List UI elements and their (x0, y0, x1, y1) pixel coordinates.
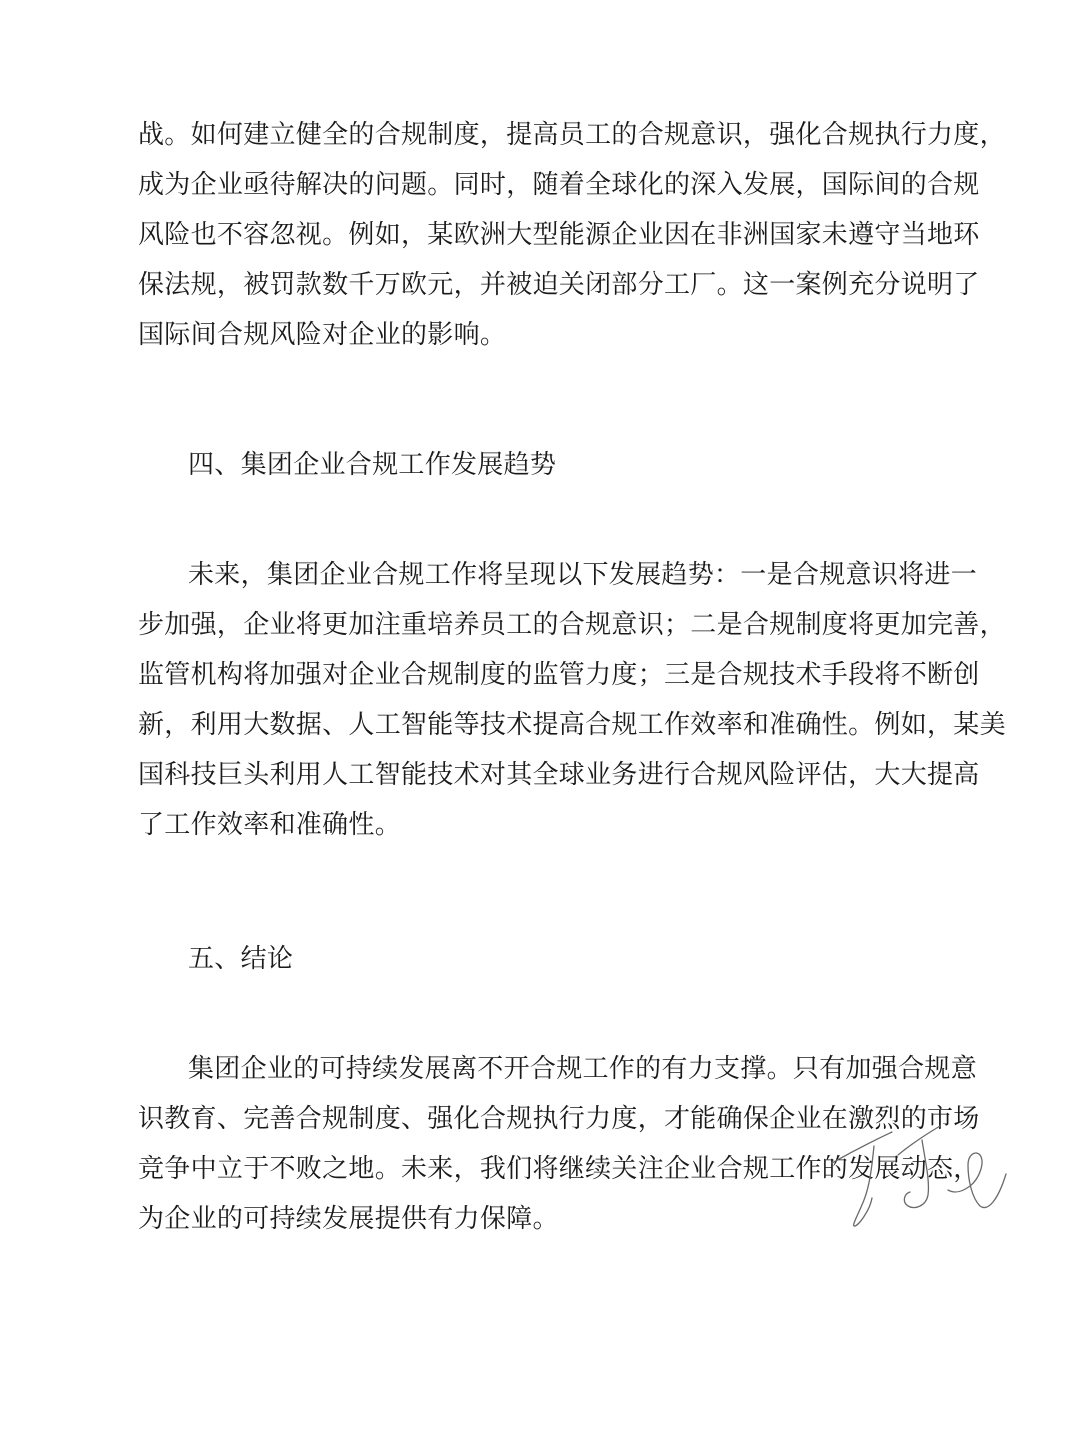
text-line: 国际间合规风险对企业的影响。 (138, 320, 507, 350)
text-line: 监管机构将加强对企业合规制度的监管力度；三是合规技术手段将不断创 (138, 660, 980, 690)
text-line: 步加强，企业将更加注重培养员工的合规意识；二是合规制度将更加完善， (138, 610, 1006, 640)
text-line: 战。如何建立健全的合规制度，提高员工的合规意识，强化合规执行力度， (138, 120, 1006, 150)
text-line: 为企业的可持续发展提供有力保障。 (138, 1204, 559, 1234)
paragraph-conclusion (138, 1044, 980, 1244)
text-line: 集团企业的可持续发展离不开合规工作的有力支撑。只有加强合规意 (188, 1054, 978, 1084)
text-line: 国科技巨头利用人工智能技术对其全球业务进行合规风险评估，大大提高 (138, 760, 980, 790)
section-heading: 四、集团企业合规工作发展趋势 (188, 450, 557, 480)
paragraph-compliance-challenges (138, 110, 1006, 360)
text-line: 了工作效率和准确性。 (138, 810, 402, 840)
text-line: 成为企业亟待解决的问题。同时，随着全球化的深入发展，国际间的合规 (138, 170, 980, 200)
section-heading: 五、结论 (188, 944, 294, 974)
section-heading-conclusion (138, 934, 938, 984)
paragraph-development-trends (138, 550, 1006, 850)
text-line: 保法规，被罚款数千万欧元，并被迫关闭部分工厂。这一案例充分说明了 (138, 270, 980, 300)
text-line: 未来，集团企业合规工作将呈现以下发展趋势：一是合规意识将进一 (188, 560, 978, 590)
text-line: 风险也不容忽视。例如，某欧洲大型能源企业因在非洲国家未遵守当地环 (138, 220, 980, 250)
text-line: 识教育、完善合规制度、强化合规执行力度，才能确保企业在激烈的市场 (138, 1104, 980, 1134)
section-heading-trends (138, 440, 938, 490)
text-line: 竞争中立于不败之地。未来，我们将继续关注企业合规工作的发展动态， (138, 1154, 980, 1184)
text-line: 新，利用大数据、人工智能等技术提高合规工作效率和准确性。例如，某美 (138, 710, 1006, 740)
